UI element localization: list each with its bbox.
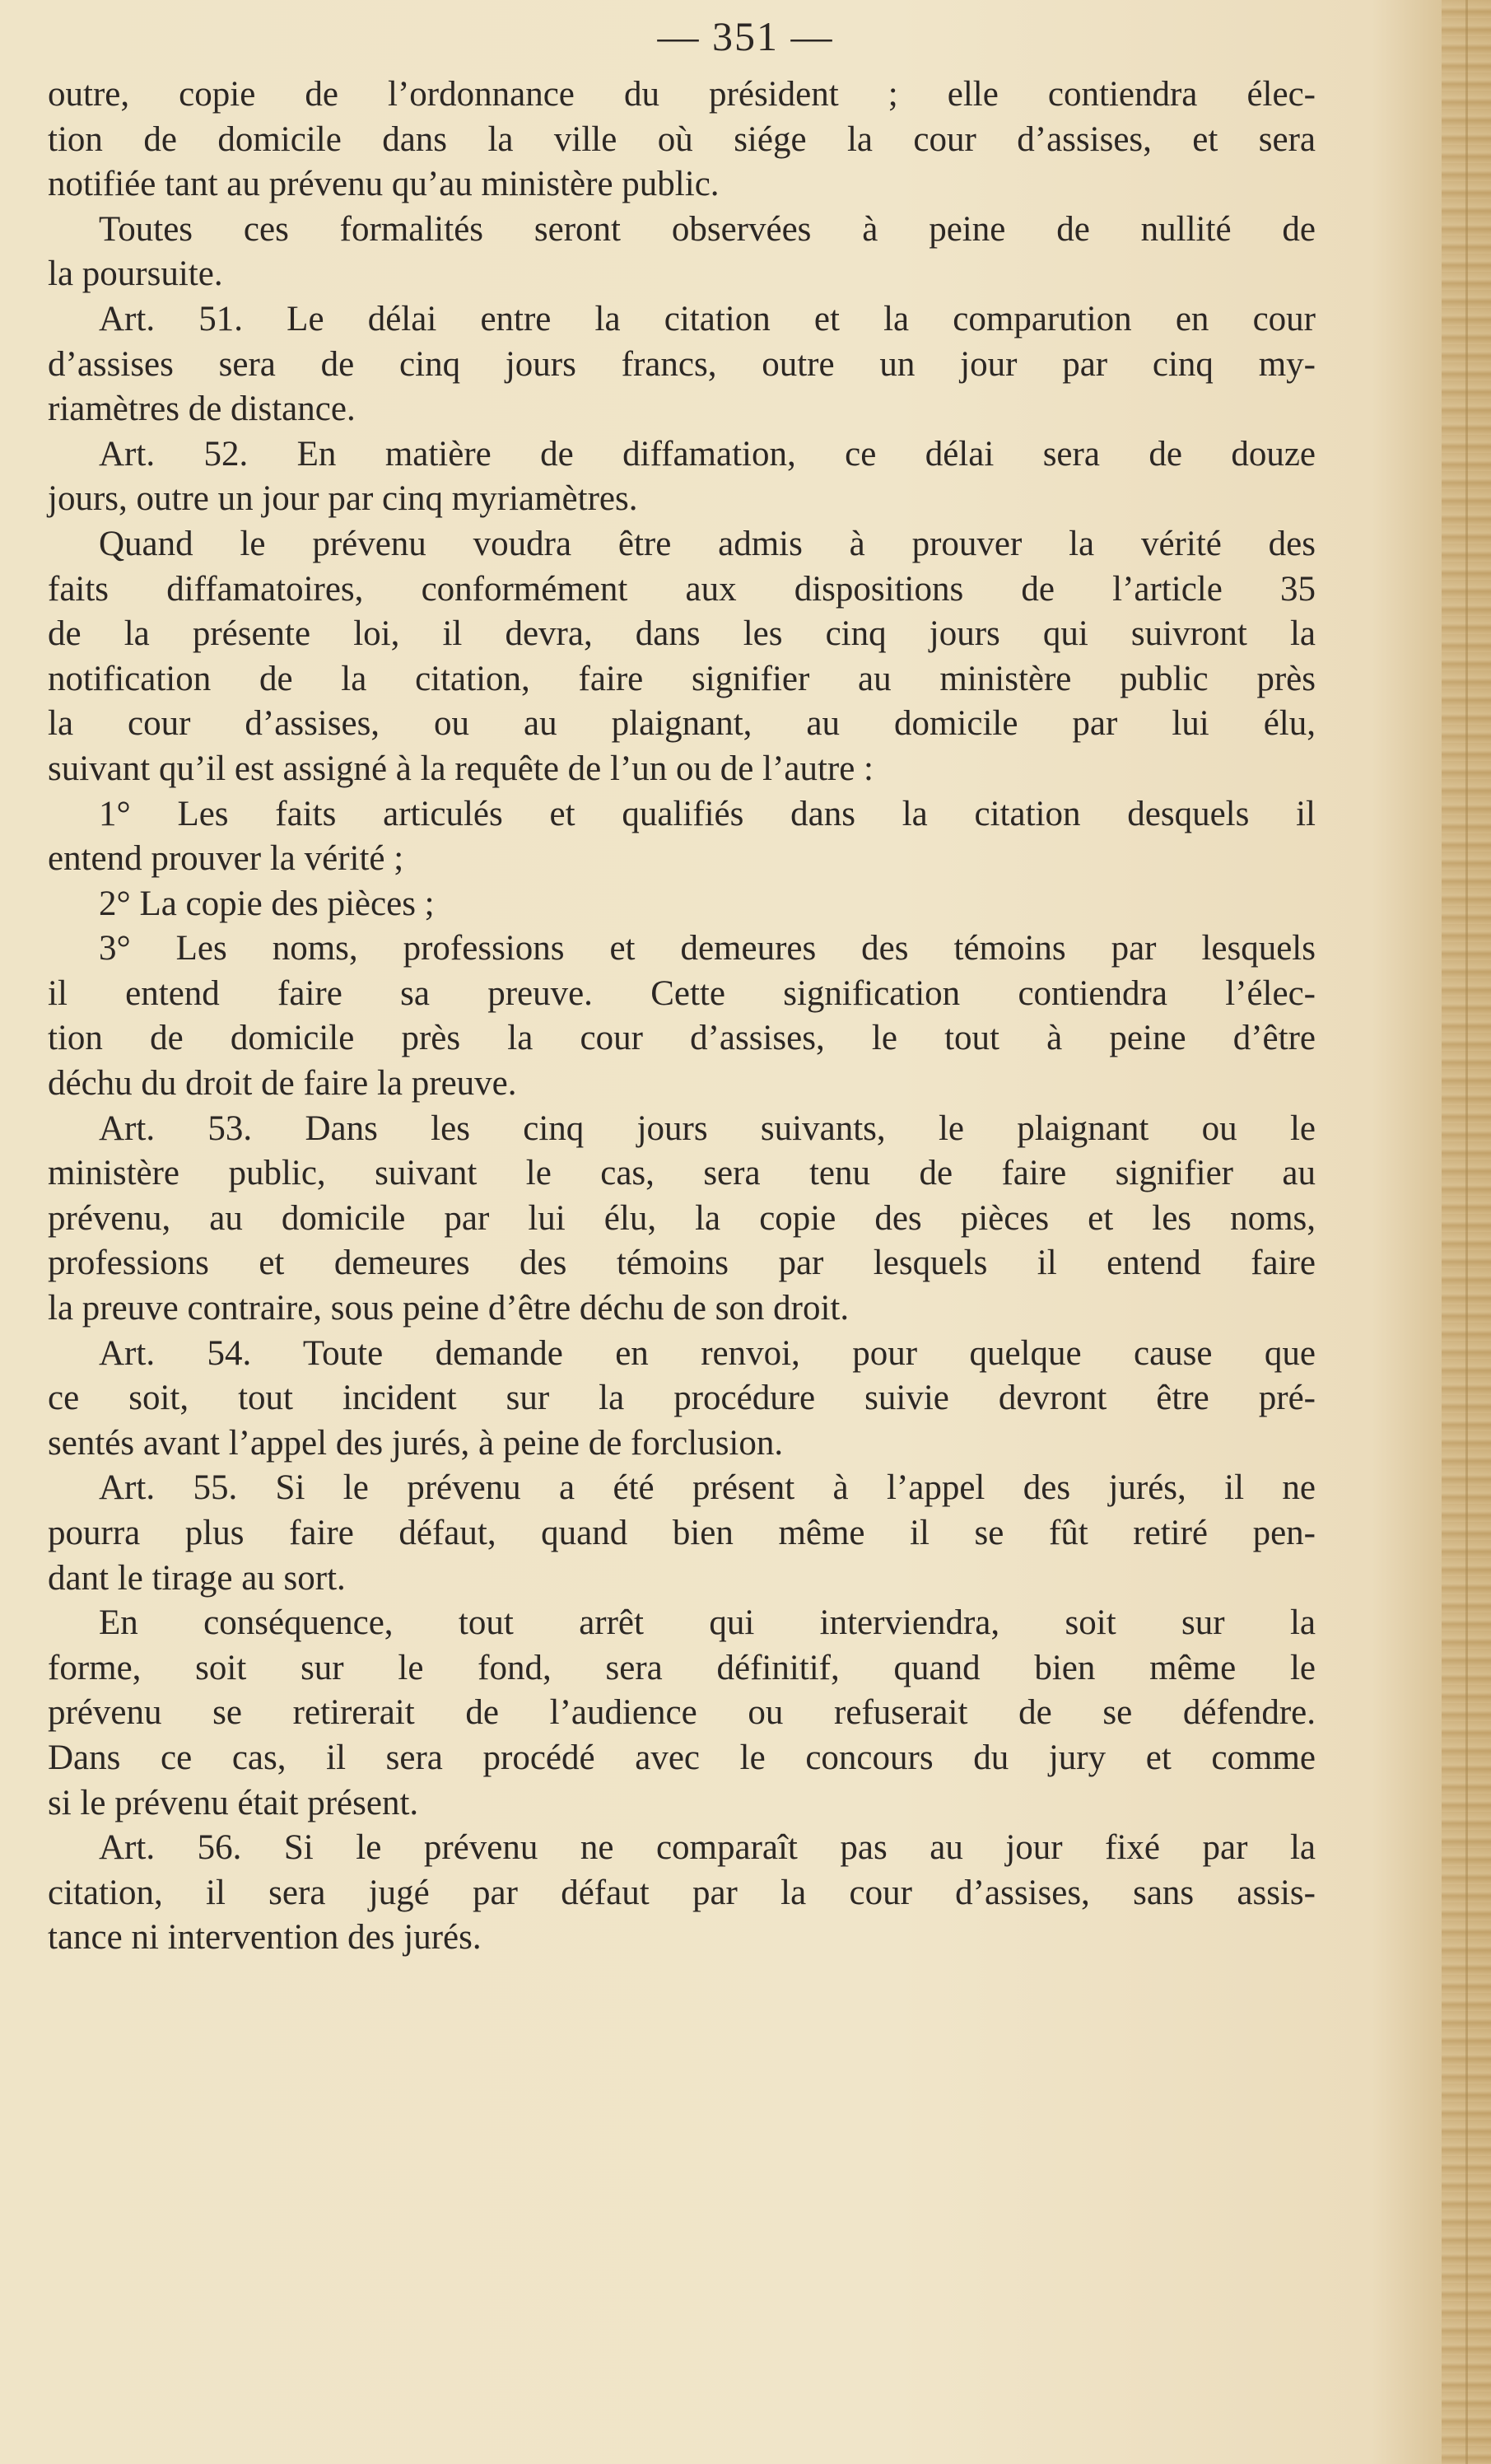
text-line: tion de domicile dans la ville où siége la cour d’assises, et sera (48, 119, 1316, 159)
text-line: riamètres de distance. (48, 390, 356, 429)
text-line: Art. 54. Toute demande en renvoi, pour quelque cause que (99, 1333, 1316, 1373)
text-line: Art. 51. Le délai entre la citation et la comparution en cour (99, 299, 1316, 338)
text-line: ministère public, suivant le cas, sera tenu de faire signifier au (48, 1154, 1316, 1193)
text-line: Art. 52. En matière de diffamation, ce délai sera de douze (99, 434, 1316, 474)
text-line: jours, outre un jour par cinq myriamètres. (48, 479, 638, 519)
text-line: la poursuite. (48, 254, 223, 294)
text-line: prévenu se retirerait de l’audience ou refuserait de se défendre. (48, 1693, 1316, 1733)
text-line: il entend faire sa preuve. Cette signification contiendra l’élec- (48, 973, 1316, 1013)
text-line: dant le tirage au sort. (48, 1558, 346, 1598)
text-line: Art. 55. Si le prévenu a été présent à l’appel des jurés, il ne (99, 1468, 1316, 1508)
text-line: suivant qu’il est assigné à la requête de l’un ou de l’autre : (48, 749, 874, 788)
text-line: tion de domicile près la cour d’assises, le tout à peine d’être (48, 1019, 1316, 1058)
text-line: 3° Les noms, professions et demeures des témoins par lesquels (99, 929, 1316, 968)
text-line: 2° La copie des pièces ; (99, 884, 435, 923)
text-line: forme, soit sur le fond, sera définitif, quand bien même le (48, 1648, 1316, 1687)
text-line: outre, copie de l’ordonnance du président ; elle contiendra élec- (48, 75, 1316, 114)
text-line: citation, il sera jugé par défaut par la cour d’assises, sans assis- (48, 1873, 1316, 1912)
text-line: la cour d’assises, ou au plaignant, au domicile par lui élu, (48, 704, 1316, 744)
text-line: pourra plus faire défaut, quand bien même il se fût retiré pen- (48, 1514, 1316, 1552)
text-line: de la présente loi, il devra, dans les cinq jours qui suivront la (48, 614, 1316, 654)
text-line: d’assises sera de cinq jours francs, outre un jour par cinq my- (48, 344, 1316, 384)
text-line: la preuve contraire, sous peine d’être déchu de son droit. (48, 1289, 850, 1328)
text-line: tance ni intervention des jurés. (48, 1918, 482, 1958)
text-line: Quand le prévenu voudra être admis à prouver la vérité des (99, 524, 1316, 563)
text-line: entend prouver la vérité ; (48, 839, 404, 879)
text-line: 1° Les faits articulés et qualifiés dans la citation desquels il (99, 794, 1316, 833)
text-line: Toutes ces formalités seront observées à peine de nullité de (99, 209, 1316, 249)
text-body (48, 72, 1316, 1961)
text-line: Art. 56. Si le prévenu ne comparaît pas au jour fixé par la (99, 1828, 1316, 1868)
text-line: Art. 53. Dans les cinq jours suivants, le plaignant ou le (99, 1108, 1316, 1148)
text-line: En conséquence, tout arrêt qui interviendra, soit sur la (99, 1603, 1316, 1643)
text-line: faits diffamatoires, conformément aux dispositions de l’article 35 (48, 569, 1316, 609)
text-line: Dans ce cas, il sera procédé avec le concours du jury et comme (48, 1738, 1316, 1777)
text-line: déchu du droit de faire la preuve. (48, 1064, 517, 1104)
page-edge-line (1465, 0, 1468, 2464)
text-line: prévenu, au domicile par lui élu, la copie des pièces et les noms, (48, 1198, 1316, 1238)
text-line: sentés avant l’appel des jurés, à peine de forclusion. (48, 1423, 784, 1463)
text-line: professions et demeures des témoins par lesquels il entend faire (48, 1244, 1316, 1283)
text-line: notifiée tant au prévenu qu’au ministère public. (48, 165, 720, 204)
text-line: ce soit, tout incident sur la procédure suivie devront être pré- (48, 1379, 1316, 1418)
text-line: si le prévenu était présent. (48, 1783, 419, 1822)
text-line: notification de la citation, faire signifier au ministère public près (48, 659, 1316, 698)
page-number-header: — 351 — (657, 13, 834, 59)
